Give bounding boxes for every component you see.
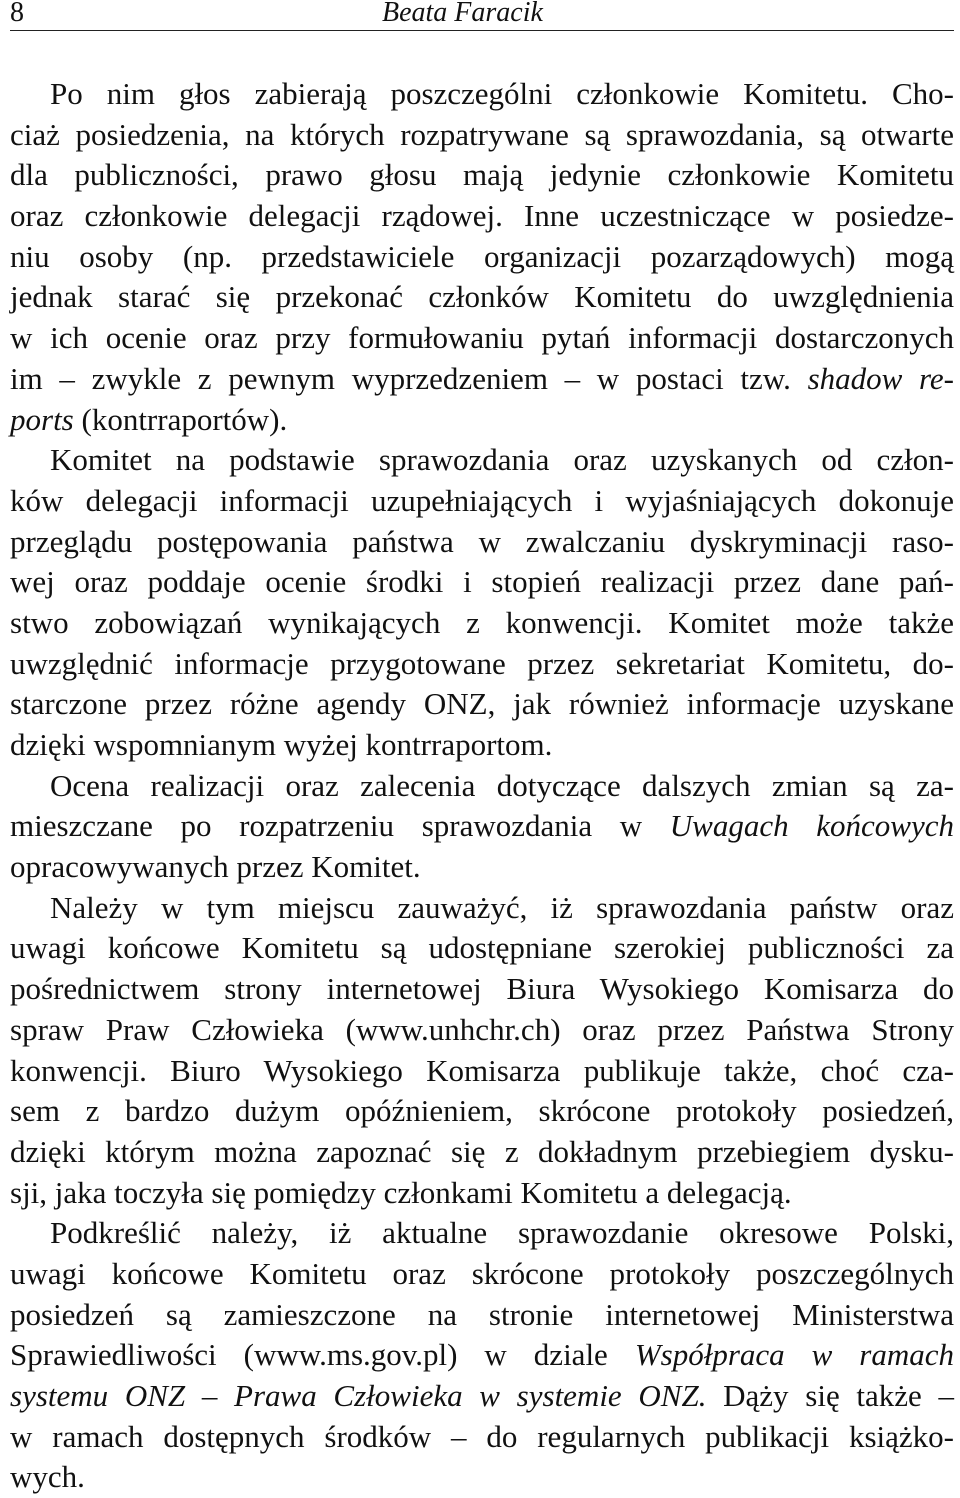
italic-text: ports — [10, 401, 74, 437]
text-line: ciaż posiedzenia, na których rozpatrywane są sprawozdania, są otwarte — [10, 116, 954, 152]
text-line: sji, jaka toczyła się pomiędzy członkami Komitetu a delegacją. — [10, 1174, 792, 1210]
text-line: oraz członkowie delegacji rządowej. Inne uczestniczące w posiedze- — [10, 198, 954, 234]
italic-text: Współpraca w ramach — [634, 1337, 955, 1373]
text-line — [10, 400, 954, 441]
italic-text: shadow re- — [807, 360, 954, 396]
text-line: ków delegacji informacji uzupełniających i wyjaśniających dokonuje — [10, 482, 954, 518]
page-number: 8 — [10, 0, 24, 28]
text-line: Po nim głos zabierają poszczególni członkowie Komitetu. Cho- — [50, 76, 954, 111]
text-line: Komitet na podstawie sprawozdania oraz uzyskanych od człon- — [50, 442, 954, 478]
text-line: w ramach dostępnych środków – do regularnych publikacji książko- — [10, 1418, 954, 1454]
italic-text: Uwagach końcowych — [669, 808, 954, 844]
italic-text: systemu ONZ – Prawa Człowieka w systemie ONZ. — [10, 1378, 707, 1413]
text-segment: mieszczane po rozpatrzeniu sprawozdania w — [10, 808, 670, 844]
text-line: dzięki którym można zapoznać się z dokładnym przebiegiem dysku- — [10, 1133, 954, 1169]
text-line: Podkreślić należy, iż aktualne sprawozdanie okresowe Polski, — [50, 1215, 954, 1251]
running-head: Beata Faracik — [382, 0, 543, 28]
text-line: sem z bardzo dużym opóźnieniem, skrócone protokoły posiedzeń, — [10, 1093, 954, 1129]
text-line — [10, 806, 954, 847]
text-line — [10, 1335, 954, 1376]
text-line: dla publiczności, prawo głosu mają jedynie członkowie Komitetu — [10, 157, 954, 193]
text-segment: (kontrraportów). — [73, 401, 288, 437]
text-line: stwo zobowiązań wynikających z konwencji. Komitet może także — [10, 604, 954, 640]
text-line: starczone przez różne agendy ONZ, jak również informacje uzyskane — [10, 686, 954, 722]
text-line: w ich ocenie oraz przy formułowaniu pytań informacji dostarczonych — [10, 320, 954, 356]
text-line: uwagi końcowe Komitetu oraz skrócone protokoły poszczególnych — [10, 1255, 954, 1291]
text-line: posiedzeń są zamieszczone na stronie internetowej Ministerstwa — [10, 1296, 954, 1332]
text-line: spraw Praw Człowieka (www.unhchr.ch) oraz przez Państwa Strony — [10, 1011, 954, 1047]
text-line: wej oraz poddaje ocenie środki i stopień realizacji przez dane pań- — [10, 564, 954, 600]
text-line: wych. — [10, 1459, 85, 1495]
text-line: niu osoby (np. przedstawiciele organizacji pozarządowych) mogą — [10, 238, 954, 274]
text-line — [10, 1376, 954, 1417]
text-line: Ocena realizacji oraz zalecenia dotyczące dalszych zmian są za- — [50, 767, 954, 803]
text-line: uwagi końcowe Komitetu są udostępniane szerokiej publiczności za — [10, 930, 954, 966]
text-line: Należy w tym miejscu zauważyć, iż sprawozdania państw oraz — [50, 889, 954, 925]
text-line: uwzględnić informacje przygotowane przez sekretariat Komitetu, do- — [10, 645, 954, 681]
body-text — [10, 74, 954, 1498]
text-line: dzięki wspomnianym wyżej kontrraportom. — [10, 727, 553, 762]
text-segment: Dąży się także – — [706, 1378, 954, 1413]
text-segment: Sprawiedliwości (www.ms.gov.pl) w dziale — [10, 1337, 635, 1373]
text-line: pośrednictwem strony internetowej Biura Wysokiego Komisarza do — [10, 971, 954, 1007]
text-line: konwencji. Biuro Wysokiego Komisarza publikuje także, choć cza- — [10, 1052, 954, 1088]
text-line: jednak starać się przekonać członków Komitetu do uwzględnienia — [10, 279, 954, 315]
text-line — [10, 359, 954, 400]
text-segment: im – zwykle z pewnym wyprzedzeniem – w postaci tzw. — [10, 360, 808, 396]
text-line: opracowywanych przez Komitet. — [10, 849, 421, 885]
page-header — [10, 0, 954, 31]
text-line: przeglądu postępowania państwa w zwalczaniu dyskryminacji raso- — [10, 523, 954, 559]
